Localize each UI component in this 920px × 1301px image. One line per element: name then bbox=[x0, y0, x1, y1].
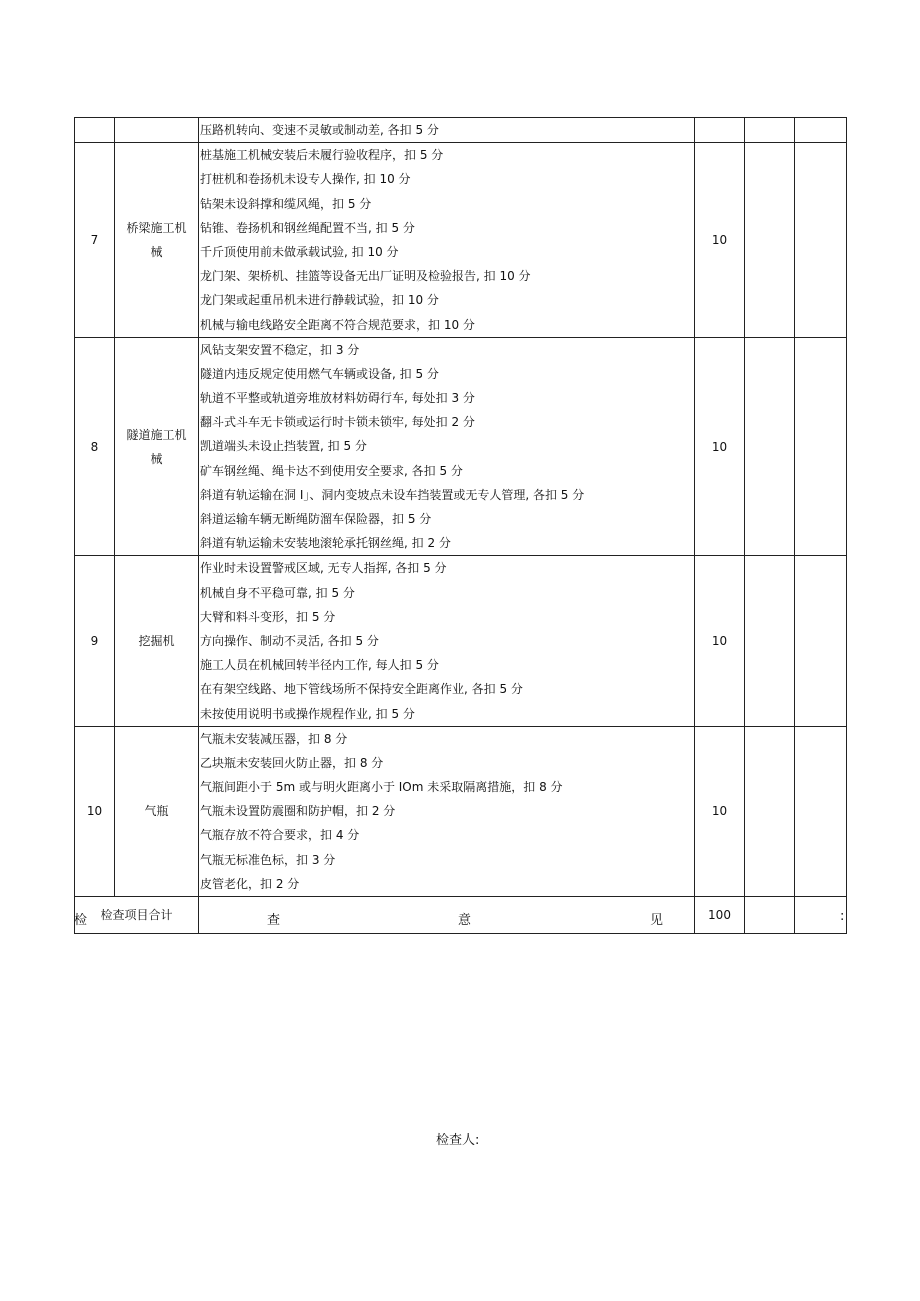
item-name-line: 械 bbox=[150, 244, 163, 259]
criterion-line: 气瓶存放不符合要求，扣 4 分 bbox=[200, 828, 360, 843]
opinion-char: 检 bbox=[74, 913, 88, 928]
actual-score-cell bbox=[795, 726, 847, 896]
item-name-cell bbox=[115, 337, 199, 556]
criterion-line: 钻架未设斜撑和缆风绳，扣 5 分 bbox=[200, 196, 372, 211]
inspection-opinion bbox=[74, 909, 846, 927]
criterion-line: 方向操作、制动不灵活, 各扣 5 分 bbox=[200, 633, 379, 648]
item-name-line: 桥梁施工机 bbox=[126, 220, 187, 235]
criterion-line: 机械与输电线路安全距离不符合规范要求，扣 10 分 bbox=[200, 317, 475, 332]
score-cell: 10 bbox=[695, 337, 745, 556]
actual-score-cell bbox=[795, 337, 847, 556]
score-cell: 10 bbox=[695, 726, 745, 896]
deduction-criteria-cell bbox=[199, 118, 695, 143]
deducted-cell bbox=[745, 337, 795, 556]
table-row bbox=[75, 556, 847, 726]
criterion-line: 凯道端头未设止挡装置, 扣 5 分 bbox=[200, 439, 367, 454]
opinion-char: 查 bbox=[267, 913, 281, 928]
criterion-line: 龙门架或起重吊机未进行静载试验，扣 10 分 bbox=[200, 293, 439, 308]
row-number: 8 bbox=[75, 337, 115, 556]
score-cell: 10 bbox=[695, 143, 745, 338]
actual-score-cell bbox=[795, 143, 847, 338]
inspector-signature-label: 检查人: bbox=[436, 1133, 480, 1148]
table-row-continued bbox=[75, 118, 847, 143]
criterion-line: 压路机转向、变速不灵敏或制动差, 各扣 5 分 bbox=[200, 123, 439, 137]
criterion-line: 风钻支架安置不稳定，扣 3 分 bbox=[200, 342, 360, 357]
opinion-char: : bbox=[840, 909, 845, 924]
row-number: 9 bbox=[75, 556, 115, 726]
criterion-line: 气瓶未设置防震圈和防护帽，扣 2 分 bbox=[200, 804, 396, 819]
criterion-line: 施工人员在机械回转半径内工作, 每人扣 5 分 bbox=[200, 658, 439, 673]
item-name-cell bbox=[115, 118, 199, 143]
deducted-cell bbox=[745, 143, 795, 338]
inspection-table bbox=[74, 117, 847, 934]
row-number-cell bbox=[75, 118, 115, 143]
criterion-line: 斜道有轨运输在洞 I」、洞内变坡点未设车挡装置或无专人管理, 各扣 5 分 bbox=[200, 487, 585, 502]
item-name-line: 气瓶 bbox=[144, 804, 169, 819]
criterion-line: 翻斗式斗车无卡锁或运行时卡锁未锁牢, 每处扣 2 分 bbox=[200, 415, 475, 430]
deduction-criteria-cell bbox=[199, 337, 695, 556]
criterion-line: 气瓶未安装减压器，扣 8 分 bbox=[200, 731, 348, 746]
criterion-line: 斜道有轨运输未安装地滚轮承托钢丝绳, 扣 2 分 bbox=[200, 536, 451, 551]
criterion-line: 乙块瓶未安装回火防止器，扣 8 分 bbox=[200, 755, 384, 770]
criterion-line: 未按使用说明书或操作规程作业, 扣 5 分 bbox=[200, 706, 415, 721]
table-row bbox=[75, 143, 847, 338]
criterion-line: 斜道运输车辆无断绳防溜车保险器，扣 5 分 bbox=[200, 512, 432, 526]
opinion-char: 见 bbox=[650, 913, 664, 928]
criterion-line: 隧道内违反规定使用燃气车辆或设备, 扣 5 分 bbox=[200, 366, 439, 381]
table-row bbox=[75, 726, 847, 896]
actual-score-cell bbox=[795, 118, 847, 143]
criterion-line: 大臂和料斗变形，扣 5 分 bbox=[200, 609, 336, 624]
criterion-line: 气瓶间距小于 5m 或与明火距离小于 IOm 未采取隔离措施，扣 8 分 bbox=[200, 780, 563, 795]
deducted-cell bbox=[745, 118, 795, 143]
item-name-line: 隧道施工机 bbox=[126, 427, 187, 442]
criterion-line: 打桩机和卷扬机未设专人操作, 扣 10 分 bbox=[200, 172, 411, 187]
criterion-line: 皮管老化，扣 2 分 bbox=[200, 876, 300, 891]
row-number: 10 bbox=[75, 726, 115, 896]
criterion-line: 龙门架、架桥机、挂篮等设备无出厂证明及检验报告, 扣 10 分 bbox=[200, 269, 531, 284]
item-name-cell bbox=[115, 726, 199, 896]
criterion-line: 千斤顶使用前未做承载试验, 扣 10 分 bbox=[200, 244, 399, 259]
criterion-line: 桩基施工机械安装后未履行验收程序，扣 5 分 bbox=[200, 148, 444, 163]
deducted-cell bbox=[745, 556, 795, 726]
item-name-line: 挖掘机 bbox=[138, 634, 175, 649]
opinion-char: 意 bbox=[458, 913, 472, 928]
item-name-line: 械 bbox=[150, 451, 163, 466]
criterion-line: 在有架空线路、地下管线场所不保持安全距离作业, 各扣 5 分 bbox=[200, 682, 523, 697]
score-cell bbox=[695, 118, 745, 143]
deducted-cell bbox=[745, 726, 795, 896]
actual-score-cell bbox=[795, 556, 847, 726]
item-name-cell bbox=[115, 556, 199, 726]
deduction-criteria-cell bbox=[199, 556, 695, 726]
deduction-criteria-cell bbox=[199, 726, 695, 896]
item-name-cell bbox=[115, 143, 199, 338]
row-number: 7 bbox=[75, 143, 115, 338]
score-cell: 10 bbox=[695, 556, 745, 726]
criterion-line: 作业时未设置警戒区域, 无专人指挥, 各扣 5 分 bbox=[200, 561, 447, 576]
deduction-criteria-cell bbox=[199, 143, 695, 338]
total-score: 100 bbox=[695, 897, 745, 934]
criterion-line: 钻锥、卷扬机和钢丝绳配置不当, 扣 5 分 bbox=[200, 220, 415, 235]
table-row bbox=[75, 337, 847, 556]
criterion-line: 轨道不平整或轨道旁堆放材料妨碍行车, 每处扣 3 分 bbox=[200, 391, 475, 406]
criterion-line: 矿车钢丝绳、绳卡达不到使用安全要求, 各扣 5 分 bbox=[200, 463, 463, 478]
criterion-line: 气瓶无标准色标，扣 3 分 bbox=[200, 852, 336, 867]
total-label: 检查项目合计 bbox=[75, 897, 199, 934]
criterion-line: 机械自身不平稳可靠, 扣 5 分 bbox=[200, 585, 355, 600]
